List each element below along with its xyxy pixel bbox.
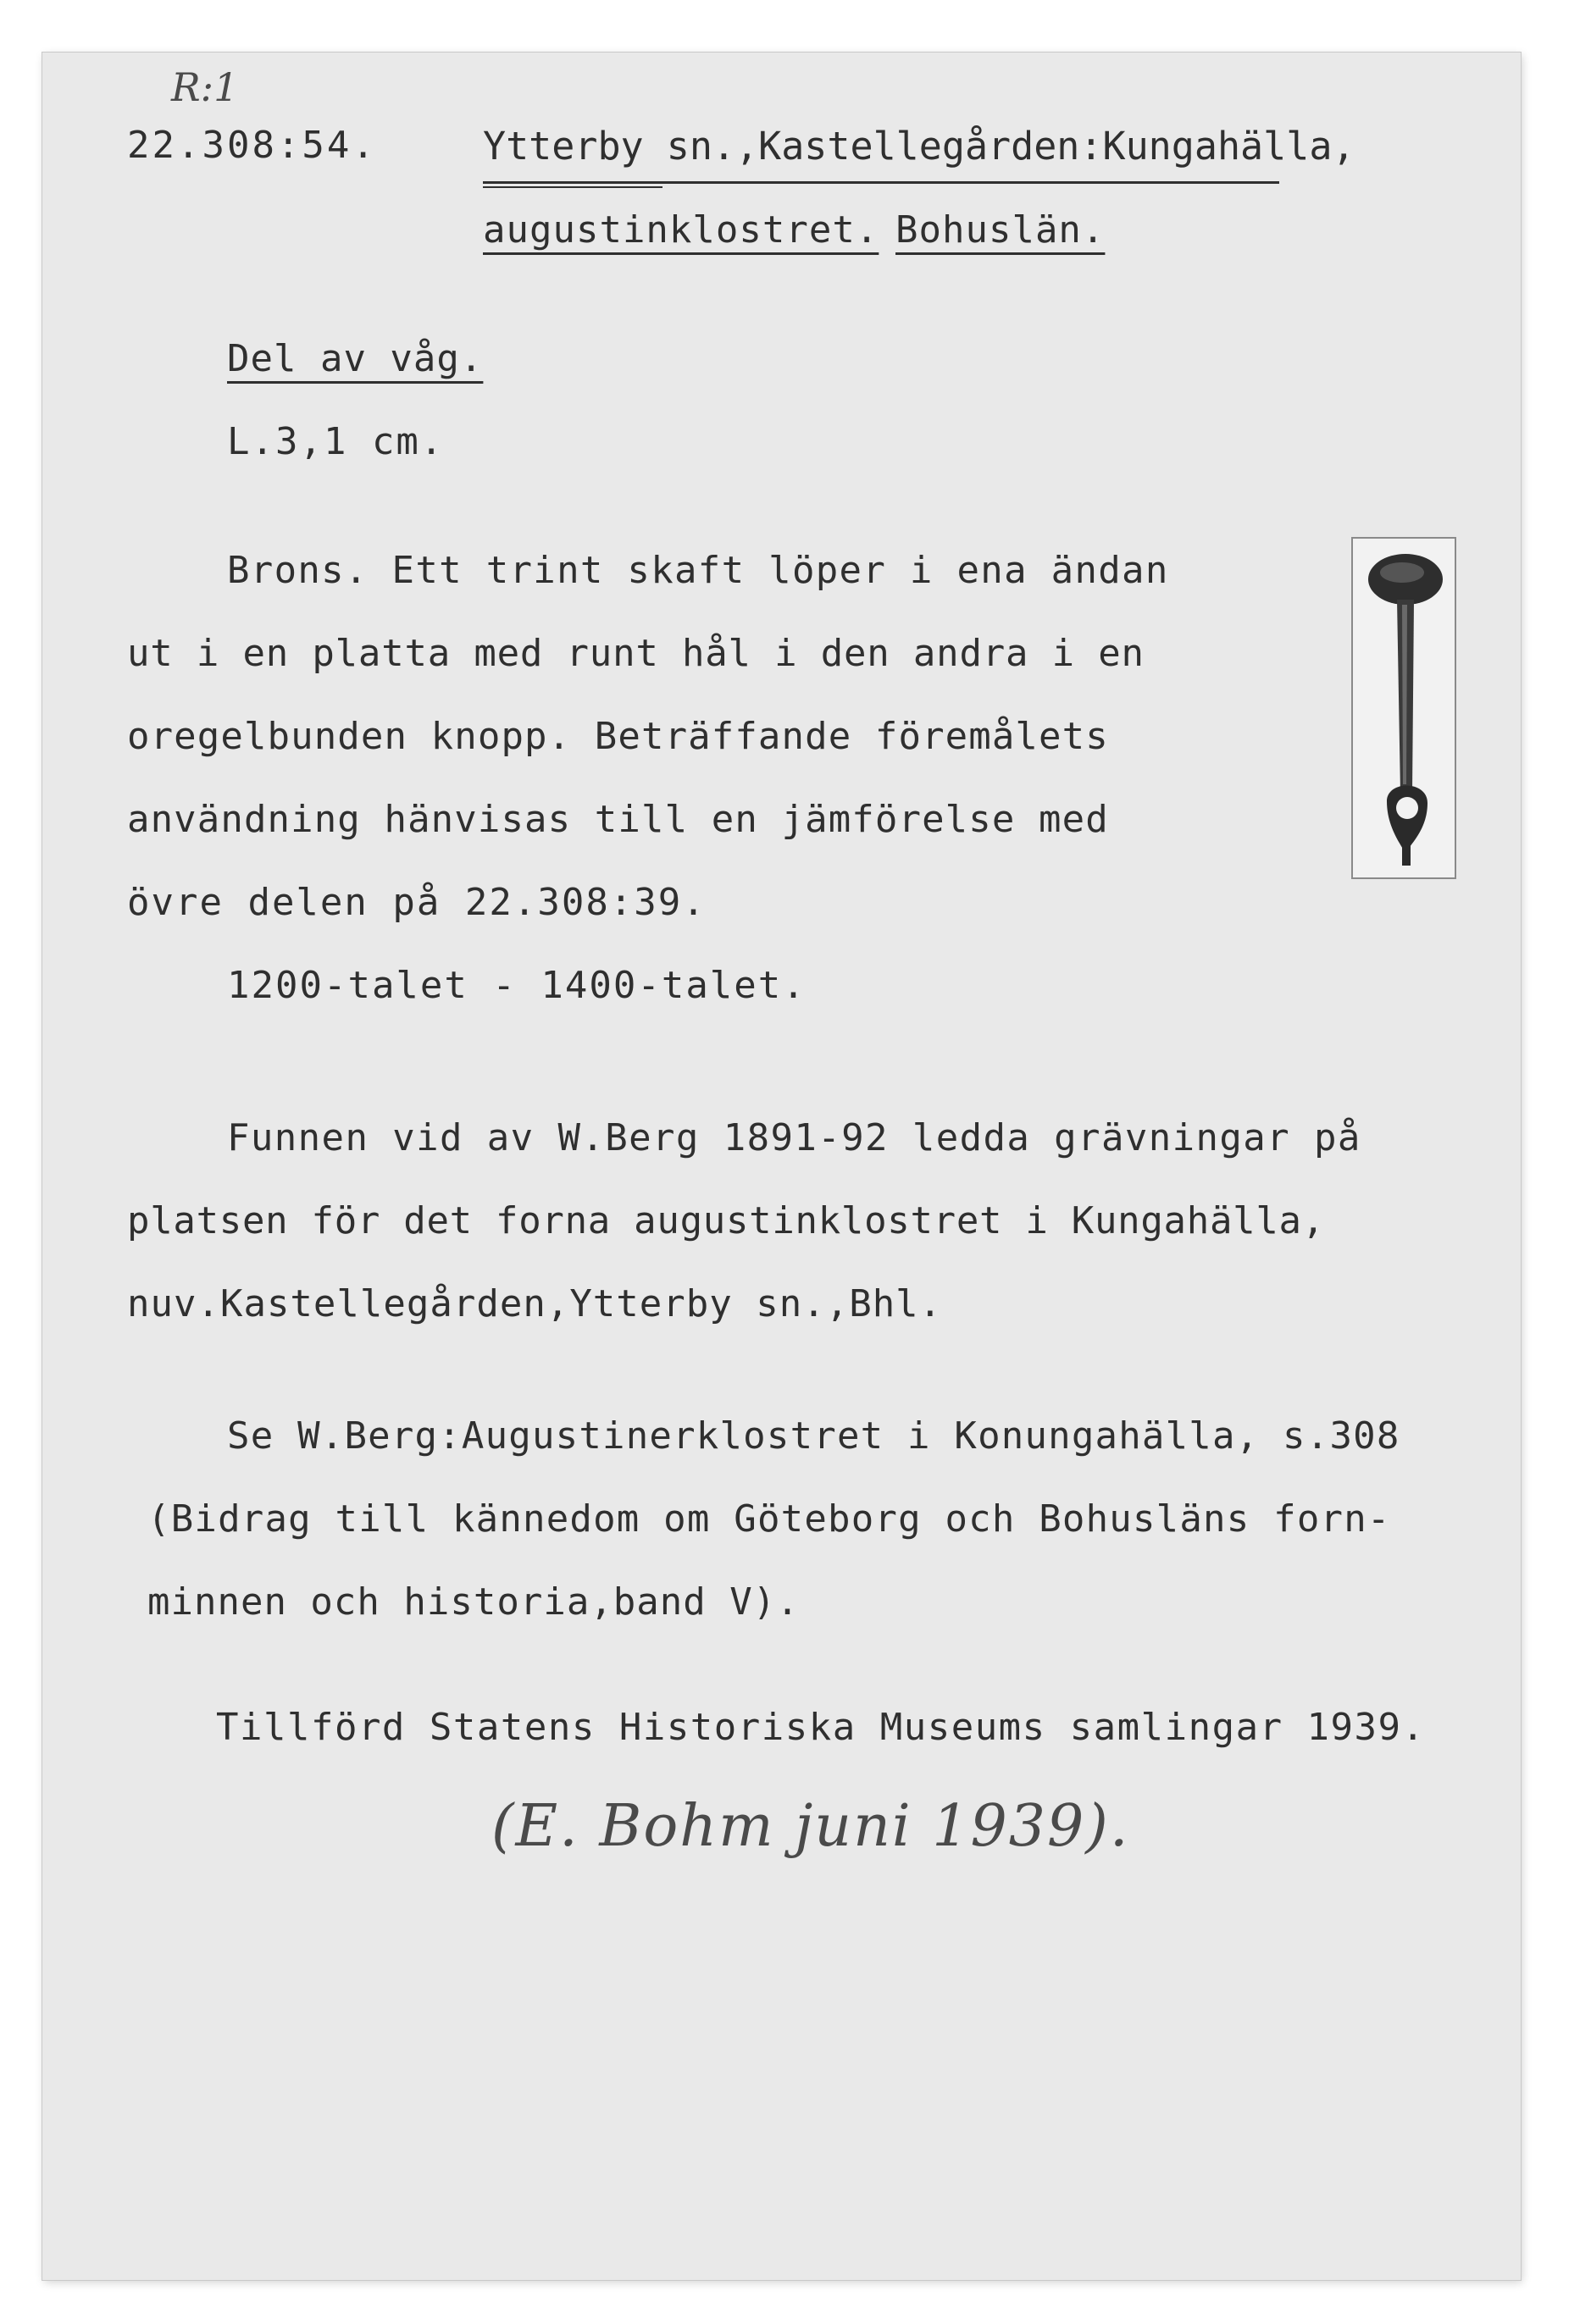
scale-part-drawing: [1353, 539, 1455, 877]
dating: 1200-talet - 1400-talet.: [227, 964, 807, 1007]
find-line-3: nuv.Kastellegården,Ytterby sn.,Bhl.: [127, 1282, 943, 1325]
object-title: Del av våg.: [227, 337, 484, 380]
handwritten-signature: (E. Bohm juni 1939).: [491, 1793, 1130, 1860]
reference-line-3: minnen och historia,band V).: [147, 1580, 800, 1624]
location-double-underline: [483, 186, 662, 188]
reference-line-1: Se W.Berg:Augustinerklostret i Konungahälla, s.308: [227, 1414, 1400, 1458]
description-line-4: användning hänvisas till en jämförelse med: [127, 798, 1109, 841]
description-line-3: oregelbunden knopp. Beträffande föremålets: [127, 715, 1109, 758]
reference-mark: R:1: [171, 64, 239, 110]
accession-note: Tillförd Statens Historiska Museums samlingar 1939.: [216, 1706, 1426, 1749]
object-length: L.3,1 cm.: [227, 420, 445, 463]
bronze-scale-part-photo-icon: [1351, 537, 1456, 879]
find-line-2: platsen för det forna augustinklostret i Kungahälla,: [127, 1199, 1325, 1242]
location-line-2a: augustinklostret.: [483, 208, 879, 252]
catalog-card: [42, 53, 1521, 2280]
location-line-1: Ytterby sn.,Kastellegården:Kungahälla,: [483, 124, 1355, 169]
description-line-1: Brons. Ett trint skaft löper i ena ändan: [227, 549, 1169, 592]
location-line-2b: Bohuslän.: [895, 208, 1106, 252]
find-line-1: Funnen vid av W.Berg 1891-92 ledda grävningar på: [227, 1116, 1361, 1159]
catalog-number: 22.308:54.: [127, 124, 377, 167]
description-line-5: övre delen på 22.308:39.: [127, 881, 707, 924]
location-underline: [483, 181, 1279, 184]
description-line-2: ut i en platta med runt hål i den andra i en: [127, 632, 1145, 675]
reference-line-2: (Bidrag till kännedom om Göteborg och Bohusläns forn-: [147, 1497, 1391, 1541]
